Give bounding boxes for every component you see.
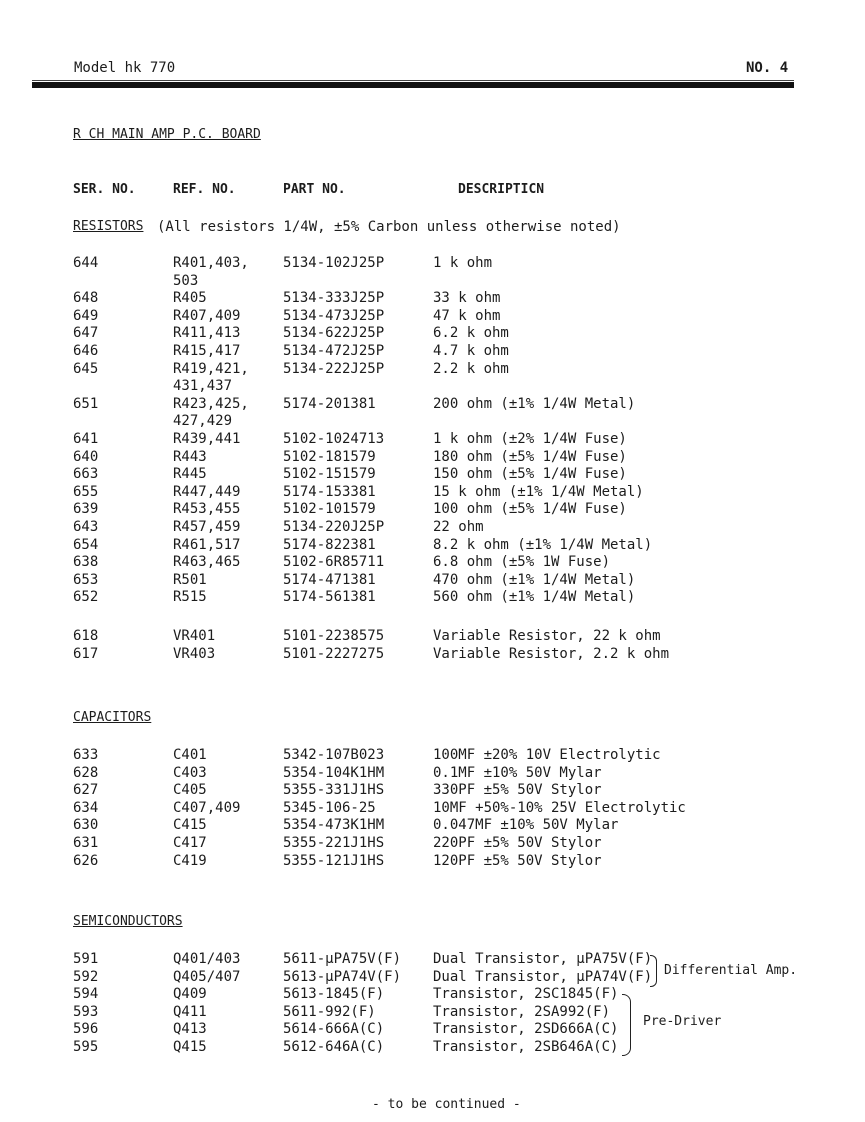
table-row	[0, 646, 865, 664]
ser-no: 592	[73, 968, 99, 985]
description: 200 ohm (±1% 1/4W Metal)	[433, 395, 636, 412]
ser-no: 596	[73, 1021, 99, 1038]
table-row	[0, 308, 865, 326]
description: 150 ohm (±5% 1/4W Fuse)	[433, 466, 627, 483]
ref-no: C403	[173, 764, 207, 781]
resistors-note: (All resistors 1/4W, ±5% Carbon unless otherwise noted)	[157, 219, 621, 235]
capacitors-heading: CAPACITORS	[73, 710, 152, 725]
table-row	[0, 1021, 865, 1039]
description: 2.2 k ohm	[433, 360, 509, 377]
ser-no: 652	[73, 589, 99, 606]
ref-no: R463,465	[173, 554, 241, 571]
description: 120PF ±5% 50V Stylor	[433, 852, 602, 869]
part-no: 5101-2227275	[283, 646, 385, 662]
part-no: 5102-101579	[283, 501, 376, 518]
table-row	[0, 413, 865, 431]
description: 560 ohm (±1% 1/4W Metal)	[433, 589, 636, 606]
ser-no: 633	[73, 747, 99, 763]
ref-no: 427,429	[173, 413, 233, 430]
ser-no: 646	[73, 343, 99, 359]
ref-no: Q413	[173, 1021, 207, 1038]
ser-no: 645	[73, 360, 99, 377]
header-rule-thin	[32, 80, 794, 81]
description: Variable Resistor, 2.2 k ohm	[433, 646, 670, 662]
ref-no: C401	[173, 747, 207, 763]
part-no: 5613-μPA74V(F)	[283, 968, 402, 985]
description: 220PF ±5% 50V Stylor	[433, 835, 602, 851]
description: Variable Resistor, 22 k ohm	[433, 628, 661, 644]
description: 1 k ohm (±2% 1/4W Fuse)	[433, 431, 627, 447]
ser-no: 591	[73, 951, 99, 967]
ref-no: Q411	[173, 1003, 207, 1020]
part-no: 5174-471381	[283, 571, 376, 588]
table-row	[0, 747, 865, 765]
description: 47 k ohm	[433, 307, 501, 324]
table-row	[0, 589, 865, 607]
description: 180 ohm (±5% 1/4W Fuse)	[433, 448, 627, 465]
col-part: PART NO.	[283, 182, 346, 197]
table-row	[0, 378, 865, 396]
table-row	[0, 800, 865, 818]
description: 4.7 k ohm	[433, 343, 509, 359]
ref-no: Q409	[173, 986, 207, 1003]
description: 10MF +50%-10% 25V Electrolytic	[433, 799, 686, 816]
table-row	[0, 853, 865, 871]
table-row	[0, 986, 865, 1004]
ref-no: C405	[173, 782, 207, 799]
ser-no: 617	[73, 646, 99, 662]
ser-no: 648	[73, 290, 99, 307]
ser-no: 626	[73, 852, 99, 869]
ref-no: C417	[173, 835, 207, 851]
ser-no: 594	[73, 986, 99, 1003]
ref-no: R443	[173, 448, 207, 465]
part-no: 5102-151579	[283, 466, 376, 483]
ref-no: R407,409	[173, 307, 241, 324]
ser-no: 649	[73, 307, 99, 324]
description: Transistor, 2SC1845(F)	[433, 986, 619, 1003]
description: 6.2 k ohm	[433, 325, 509, 342]
part-no: 5355-331J1HS	[283, 782, 385, 799]
ref-no: 503	[173, 272, 199, 289]
ref-no: Q405/407	[173, 968, 241, 985]
description: 100MF ±20% 10V Electrolytic	[433, 747, 661, 763]
table-row	[0, 466, 865, 484]
description: Transistor, 2SB646A(C)	[433, 1039, 619, 1055]
description: 22 ohm	[433, 519, 484, 535]
part-no: 5102-1024713	[283, 431, 385, 447]
ref-no: R439,441	[173, 431, 241, 447]
ref-no: R447,449	[173, 483, 241, 500]
ser-no: 663	[73, 466, 99, 483]
col-ser: SER. NO.	[73, 182, 136, 197]
ser-no: 634	[73, 799, 99, 816]
part-no: 5345-106-25	[283, 799, 376, 816]
part-no: 5134-473J25P	[283, 307, 385, 324]
table-row	[0, 484, 865, 502]
description: 100 ohm (±5% 1/4W Fuse)	[433, 501, 627, 518]
ref-no: R411,413	[173, 325, 241, 342]
part-no: 5134-102J25P	[283, 255, 385, 271]
group-pre-driver: Pre-Driver	[643, 1014, 722, 1029]
semiconductors-heading: SEMICONDUCTORS	[73, 914, 183, 929]
ref-no: R461,517	[173, 536, 241, 553]
ref-no: VR401	[173, 628, 216, 644]
table-row	[0, 572, 865, 590]
table-row	[0, 255, 865, 273]
ser-no: 640	[73, 448, 99, 465]
ref-no: C419	[173, 852, 207, 869]
part-no: 5611-μPA75V(F)	[283, 951, 402, 967]
description: 15 k ohm (±1% 1/4W Metal)	[433, 483, 644, 500]
ser-no: 618	[73, 628, 99, 644]
ref-no: R445	[173, 466, 207, 483]
ref-no: R515	[173, 589, 207, 606]
part-no: 5613-1845(F)	[283, 986, 385, 1003]
ser-no: 647	[73, 325, 99, 342]
ref-no: R405	[173, 290, 207, 307]
part-no: 5102-6R85711	[283, 554, 385, 571]
ser-no: 639	[73, 501, 99, 518]
page-number: NO. 4	[746, 60, 789, 76]
table-row	[0, 1039, 865, 1057]
ser-no: 643	[73, 519, 99, 535]
col-ref: REF. NO.	[173, 182, 236, 197]
ser-no: 653	[73, 571, 99, 588]
description: 33 k ohm	[433, 290, 501, 307]
group-differential-amp: Differential Amp.	[664, 963, 798, 978]
part-no: 5614-666A(C)	[283, 1021, 385, 1038]
part-no: 5174-201381	[283, 395, 376, 412]
part-no: 5134-220J25P	[283, 519, 385, 535]
part-no: 5134-222J25P	[283, 360, 385, 377]
table-row	[0, 361, 865, 379]
ser-no: 627	[73, 782, 99, 799]
ref-no: R457,459	[173, 519, 241, 535]
table-row	[0, 501, 865, 519]
ser-no: 631	[73, 835, 99, 851]
ref-no: R423,425,	[173, 395, 249, 412]
part-no: 5354-473K1HM	[283, 817, 385, 834]
ref-no: C407,409	[173, 799, 241, 816]
table-row	[0, 519, 865, 537]
col-desc: DESCRIPTICN	[458, 182, 545, 197]
description: 470 ohm (±1% 1/4W Metal)	[433, 571, 636, 588]
table-row	[0, 449, 865, 467]
table-row	[0, 325, 865, 343]
ref-no: R453,455	[173, 501, 241, 518]
part-no: 5134-472J25P	[283, 343, 385, 359]
brace-differential	[650, 955, 657, 987]
ref-no: R401,403,	[173, 255, 249, 271]
ref-no: R415,417	[173, 343, 241, 359]
ser-no: 641	[73, 431, 99, 447]
ref-no: R501	[173, 571, 207, 588]
ser-no: 654	[73, 536, 99, 553]
part-no: 5611-992(F)	[283, 1003, 376, 1020]
description: Dual Transistor, μPA74V(F)	[433, 968, 653, 985]
table-row	[0, 817, 865, 835]
model-label: Model hk 770	[74, 60, 176, 76]
part-no: 5355-221J1HS	[283, 835, 385, 851]
description: Dual Transistor, μPA75V(F)	[433, 951, 653, 967]
part-no: 5612-646A(C)	[283, 1039, 385, 1055]
table-row	[0, 537, 865, 555]
part-no: 5355-121J1HS	[283, 852, 385, 869]
table-row	[0, 765, 865, 783]
table-row	[0, 835, 865, 853]
part-no: 5102-181579	[283, 448, 376, 465]
ref-no: Q401/403	[173, 951, 241, 967]
table-row	[0, 628, 865, 646]
resistors-heading: RESISTORS	[73, 219, 144, 234]
table-row	[0, 554, 865, 572]
part-no: 5174-561381	[283, 589, 376, 606]
part-no: 5134-333J25P	[283, 290, 385, 307]
part-no: 5134-622J25P	[283, 325, 385, 342]
part-no: 5342-107B023	[283, 747, 385, 763]
description: 8.2 k ohm (±1% 1/4W Metal)	[433, 536, 653, 553]
brace-pre-driver	[622, 994, 631, 1056]
table-row	[0, 782, 865, 800]
ref-no: R419,421,	[173, 360, 249, 377]
board-title: R CH MAIN AMP P.C. BOARD	[73, 127, 261, 142]
ser-no: 644	[73, 255, 99, 271]
ser-no: 593	[73, 1003, 99, 1020]
description: Transistor, 2SD666A(C)	[433, 1021, 619, 1038]
description: 0.047MF ±10% 50V Mylar	[433, 817, 619, 834]
table-row	[0, 431, 865, 449]
header-rule	[32, 82, 794, 88]
ser-no: 628	[73, 764, 99, 781]
description: 1 k ohm	[433, 255, 493, 271]
part-no: 5174-153381	[283, 483, 376, 500]
footer-continued: - to be continued -	[372, 1097, 521, 1112]
table-row	[0, 1004, 865, 1022]
table-row	[0, 273, 865, 291]
part-no: 5354-104K1HM	[283, 764, 385, 781]
table-row	[0, 343, 865, 361]
ser-no: 655	[73, 483, 99, 500]
table-row	[0, 396, 865, 414]
ref-no: Q415	[173, 1039, 207, 1055]
description: 330PF ±5% 50V Stylor	[433, 782, 602, 799]
ser-no: 638	[73, 554, 99, 571]
description: Transistor, 2SA992(F)	[433, 1003, 611, 1020]
ser-no: 630	[73, 817, 99, 834]
ser-no: 595	[73, 1039, 99, 1055]
ref-no: 431,437	[173, 378, 233, 395]
part-no: 5101-2238575	[283, 628, 385, 644]
ref-no: VR403	[173, 646, 216, 662]
ser-no: 651	[73, 395, 99, 412]
description: 6.8 ohm (±5% 1W Fuse)	[433, 554, 611, 571]
part-no: 5174-822381	[283, 536, 376, 553]
description: 0.1MF ±10% 50V Mylar	[433, 764, 602, 781]
ref-no: C415	[173, 817, 207, 834]
table-row	[0, 290, 865, 308]
